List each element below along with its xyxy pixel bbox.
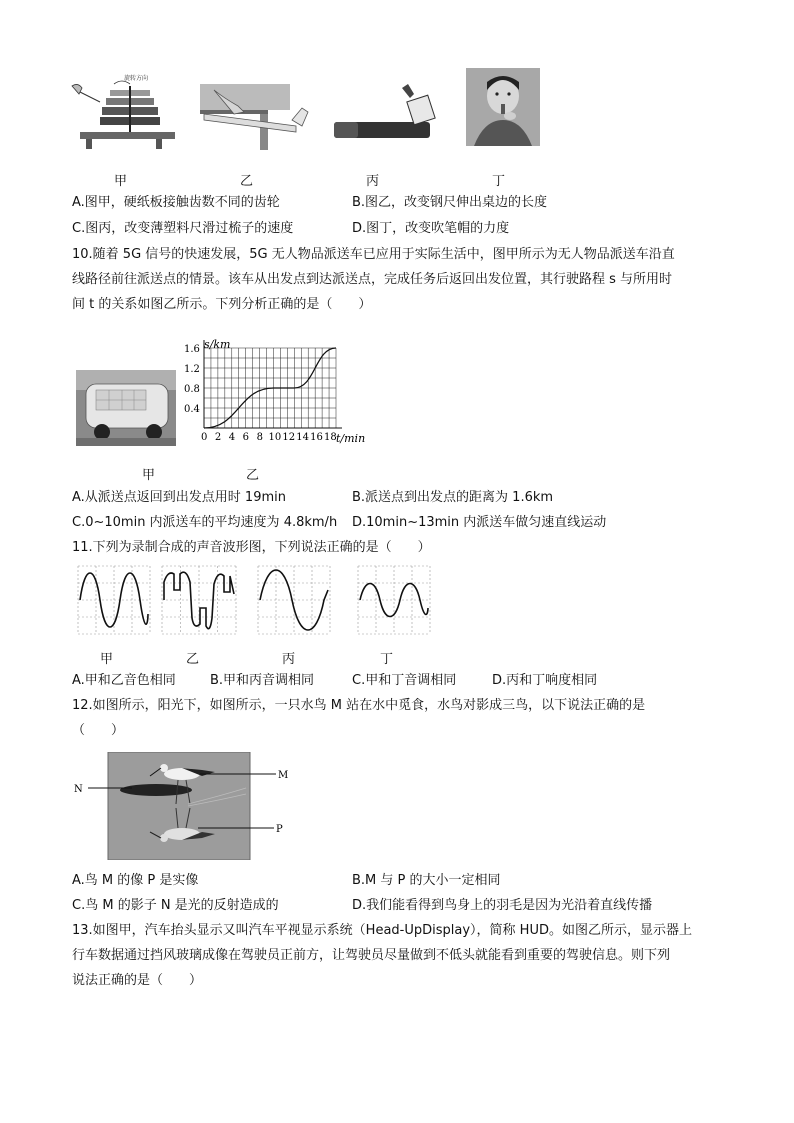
- chart-x-tick-label: 18: [324, 432, 337, 443]
- q10-option-a: A.从派送点返回到出发点用时 19min: [72, 490, 286, 505]
- q10-label-jia: 甲: [142, 468, 156, 483]
- chart-y-tick-label: 1.2: [184, 364, 200, 375]
- chart-x-tick-label: 2: [214, 432, 222, 443]
- steel-ruler-figure: [200, 84, 318, 150]
- waveform-bing: [256, 564, 332, 636]
- chart-x-tick-label: 6: [242, 432, 250, 443]
- q9-label-yi: 乙: [240, 174, 254, 189]
- q13-stem-line-3: 说法正确的是（ ）: [72, 973, 203, 988]
- chart-x-tick-label: 14: [296, 432, 309, 443]
- q10-stem-line-2: 线路径前往派送点的情景。该车从出发点到达派送点，完成任务后返回出发位置，其行驶路程 s 与所用时: [72, 272, 673, 287]
- q11-label-bing: 丙: [282, 652, 296, 667]
- q12-stem-line-1: 12.如图所示，阳光下，如图所示，一只水鸟 M 站在水中觅食，水鸟对影成三鸟，以下说法正确的是: [72, 698, 646, 713]
- q10-option-c: C.0~10min 内派送车的平均速度为 4.8km/h: [72, 515, 338, 530]
- q11-option-d: D.丙和丁响度相同: [492, 673, 598, 688]
- q9-label-jia: 甲: [114, 174, 128, 189]
- q12-option-d: D.我们能看得到鸟身上的羽毛是因为光沿着直线传播: [352, 898, 653, 913]
- chart-x-tick-label: 8: [256, 432, 263, 443]
- chart-y-tick-label: 0.4: [184, 404, 200, 415]
- chart-y-tick-label: 0.8: [184, 384, 200, 395]
- q13-stem-line-2: 行车数据通过挡风玻璃成像在驾驶员正前方，让驾驶员尽量做到不低头就能看到重要的驾驶信息。则下列: [72, 948, 671, 963]
- label-p: P: [276, 824, 283, 835]
- q11-option-a: A.甲和乙音色相同: [72, 673, 176, 688]
- q9-option-d: D.图丁，改变吹笔帽的力度: [352, 221, 510, 236]
- q9-label-bing: 丙: [366, 174, 380, 189]
- q9-option-a: A.图甲，硬纸板接触齿数不同的齿轮: [72, 195, 280, 210]
- boy-blowing-pen-cap-photo: [466, 68, 540, 146]
- q11-option-c: C.甲和丁音调相同: [352, 673, 457, 688]
- q10-stem-line-1: 10.随着 5G 信号的快速发展，5G 无人物品派送车已应用于实际生活中，图甲所示为无人物品派送车沿直: [72, 247, 675, 262]
- q12-option-a: A.鸟 M 的像 P 是实像: [72, 873, 199, 888]
- rotation-direction-label: 旋转方向: [124, 75, 149, 82]
- waveform-jia: [76, 564, 152, 636]
- chart-x-tick-label: 12: [282, 432, 296, 443]
- q9-label-ding: 丁: [492, 174, 506, 189]
- chart-x-tick-label: 16: [310, 432, 323, 443]
- chart-x-tick-label: 10: [268, 432, 282, 443]
- q11-label-ding: 丁: [380, 652, 394, 667]
- q9-option-c: C.图丙，改变薄塑料尺滑过梳子的速度: [72, 221, 294, 236]
- q13-stem-line-1: 13.如图甲，汽车抬头显示又叫汽车平视显示系统（Head-UpDisplay），简称 HUD。如图乙所示，显示器上: [72, 923, 692, 938]
- q10-option-d: D.10min~13min 内派送车做匀速直线运动: [352, 515, 607, 530]
- waveform-grid: [162, 566, 236, 634]
- delivery-vehicle-photo: [76, 370, 176, 446]
- chart-y-axis-label: s/km: [204, 338, 231, 351]
- chart-x-tick-label: 0: [201, 432, 208, 443]
- q12-stem-line-2: （ ）: [72, 723, 125, 738]
- q10-option-b: B.派送点到出发点的距离为 1.6km: [352, 490, 554, 505]
- q11-stem: 11.下列为录制合成的声音波形图，下列说法正确的是（ ）: [72, 540, 431, 555]
- distance-time-chart: [178, 336, 368, 448]
- waveform-yi: [160, 564, 238, 636]
- q10-stem-line-3: 间 t 的关系如图乙所示。下列分析正确的是（ ）: [72, 297, 372, 312]
- q12-option-c: C.鸟 M 的影子 N 是光的反射造成的: [72, 898, 279, 913]
- q11-label-jia: 甲: [100, 652, 114, 667]
- q12-option-b: B.M 与 P 的大小一定相同: [352, 873, 501, 888]
- label-n: N: [74, 784, 83, 795]
- chart-y-tick-label: 1.6: [184, 344, 200, 355]
- label-m: M: [278, 770, 289, 781]
- waveform-ding: [356, 564, 432, 636]
- q11-label-yi: 乙: [186, 652, 200, 667]
- q9-option-b: B.图乙，改变钢尺伸出桌边的长度: [352, 195, 548, 210]
- chart-x-axis-label: t/min: [336, 432, 366, 445]
- q10-label-yi: 乙: [246, 468, 260, 483]
- comb-ruler-figure: [330, 78, 440, 148]
- gear-disc-figure: [70, 72, 180, 152]
- q11-option-b: B.甲和丙音调相同: [210, 673, 315, 688]
- water-bird-figure: [70, 752, 300, 860]
- chart-x-tick-label: 4: [228, 432, 236, 443]
